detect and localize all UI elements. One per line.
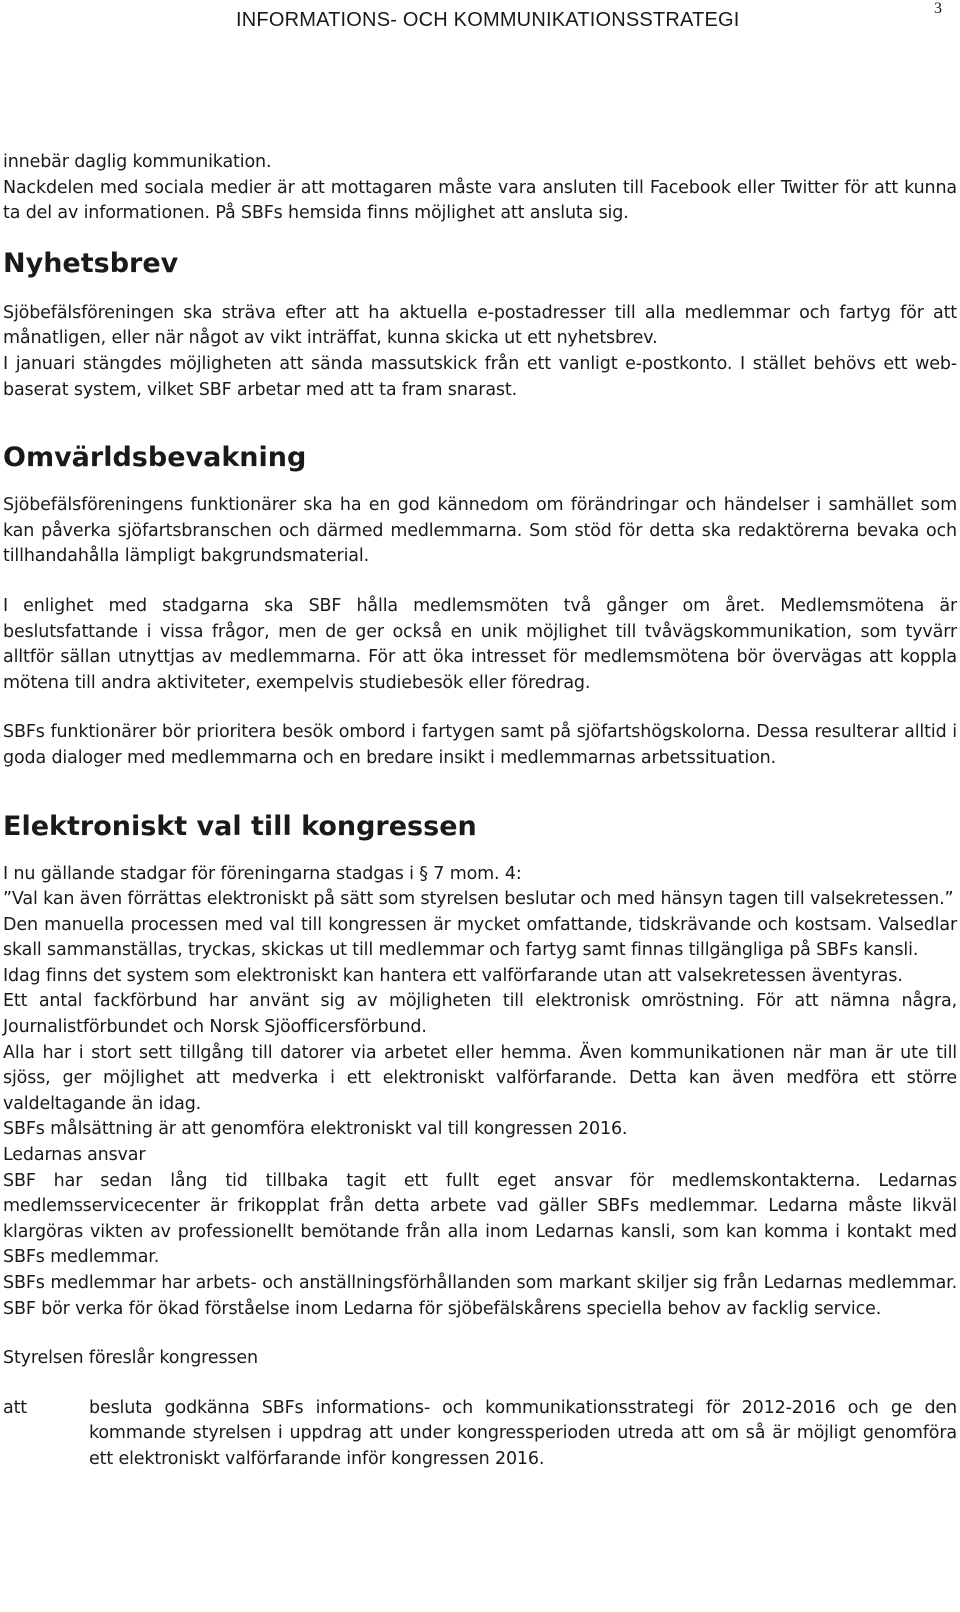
section-heading-nyhetsbrev: Nyhetsbrev xyxy=(3,247,179,279)
section-heading-omvarldsbevakning: Omvärldsbevakning xyxy=(3,442,307,474)
omvarld-paragraph: I enlighet med stadgarna ska SBF hålla medlemsmöten två gånger om året. Medlemsmötena är beslutsfattande i vissa frågor, men de ger också en unik möjlighet till tvåvägskommunikation, som tyvärr alltför sällan utnyttjas av medlemmarna. För att öka intresset för medlemsmötena bör övervägas att koppla mötena till andra aktiviteter, exempelvis studiebesök eller föredrag. xyxy=(3,595,957,693)
section-heading-elektroniskt-val: Elektroniskt val till kongressen xyxy=(3,810,477,842)
nyhetsbrev-paragraph: I januari stängdes möjligheten att sända massutskick från ett vanligt e-postkonto. I stället behövs ett web-baserat system, vilket SBF arbetar med att ta fram snarast. xyxy=(3,353,957,400)
elektroniskt-paragraph: SBFs målsättning är att genomföra elektroniskt val till kongressen 2016. xyxy=(3,1119,628,1140)
elektroniskt-paragraph: I nu gällande stadgar för föreningarna stadgas i § 7 mom. 4: xyxy=(3,863,522,884)
intro-paragraph: Nackdelen med sociala medier är att mottagaren måste vara ansluten till Facebook eller Twitter för att kunna ta del av informationen. På SBFs hemsida finns möjlighet att ansluta sig. xyxy=(3,177,957,224)
elektroniskt-paragraph: SBF har sedan lång tid tillbaka tagit ett fullt eget ansvar för medlemskontakterna. Ledarnas medlemsservicecenter är frikopplat från detta arbete vad gäller SBFs medlemmar. Ledarna måste likväl klargöras vikten av professionellt bemötande från alla inom Ledarnas kansli, som kan komma i kontakt med SBFs medlemmar. xyxy=(3,1170,957,1268)
omvarld-paragraph: SBFs funktionärer bör prioritera besök ombord i fartygen samt på sjöfartshögskolorna. Dessa resulterar alltid i goda dialoger med medlemmarna och en bredare insikt i medlemmarnas arbetssituation. xyxy=(3,722,957,768)
proposal-intro: Styrelsen föreslår kongressen xyxy=(3,1348,258,1369)
page-number: 3 xyxy=(934,0,942,17)
proposal-item xyxy=(3,1396,957,1473)
elektroniskt-paragraph: Ett antal fackförbund har använt sig av möjligheten till elektronisk omröstning. För att nämna några, Journalistförbundet och Norsk Sjöofficersförbund. xyxy=(3,991,957,1038)
intro-paragraph: innebär daglig kommunikation. xyxy=(3,152,272,172)
proposal-text: besluta godkänna SBFs informations- och kommunikationsstrategi för 2012-2016 och ge den kommande styrelsen i uppdrag att under kongressperioden utreda att om så är möjligt genomföra ett elektroniskt valförfarande inför kongressen 2016. xyxy=(89,1397,957,1469)
nyhetsbrev-paragraph: Sjöbefälsföreningen ska sträva efter att ha aktuella e-postadresser till alla medlemmar och fartyg för att månatligen, eller när något av vikt inträffat, kunna skicka ut ett nyhetsbrev. xyxy=(3,302,957,349)
elektroniskt-paragraph: Den manuella processen med val till kongressen är mycket omfattande, tidskrävande och kostsam. Valsedlar skall sammanställas, tryckas, skickas ut till medlemmar och fartyg samt finnas tillgängliga på SBFs kansli. xyxy=(3,914,957,961)
proposal-label: att xyxy=(3,1397,27,1418)
elektroniskt-quote: ”Val kan även förrättas elektroniskt på sätt som styrelsen beslutar och med hänsyn tagen till valsekretessen.” xyxy=(3,889,954,910)
elektroniskt-paragraph: Idag finns det system som elektroniskt kan hantera ett valförfarande utan att valsekretessen äventyras. xyxy=(3,965,903,986)
elektroniskt-paragraph: Alla har i stort sett tillgång till datorer via arbetet eller hemma. Även kommunikationen när man är ute till sjöss, ger möjlighet att medverka i ett elektroniskt valförfarande. Detta kan även medföra ett större valdeltagande än idag. xyxy=(3,1042,957,1114)
page-header-title: INFORMATIONS- OCH KOMMUNIKATIONSSTRATEGI xyxy=(236,9,740,31)
document-body xyxy=(3,150,957,1473)
omvarld-paragraph: Sjöbefälsföreningens funktionärer ska ha en god kännedom om förändringar och händelser i samhället som kan påverka sjöfartsbranschen och därmed medlemmarna. Som stöd för detta ska redaktörerna bevaka och tillhandahålla lämpligt bakgrundsmaterial. xyxy=(3,495,957,567)
elektroniskt-paragraph: SBFs medlemmar har arbets- och anställningsförhållanden som markant skiljer sig från Ledarnas medlemmar. SBF bör verka för ökad förståelse inom Ledarna för sjöbefälskårens speciella behov av facklig service. xyxy=(3,1273,957,1319)
subheading-ledarnas-ansvar: Ledarnas ansvar xyxy=(3,1145,146,1166)
